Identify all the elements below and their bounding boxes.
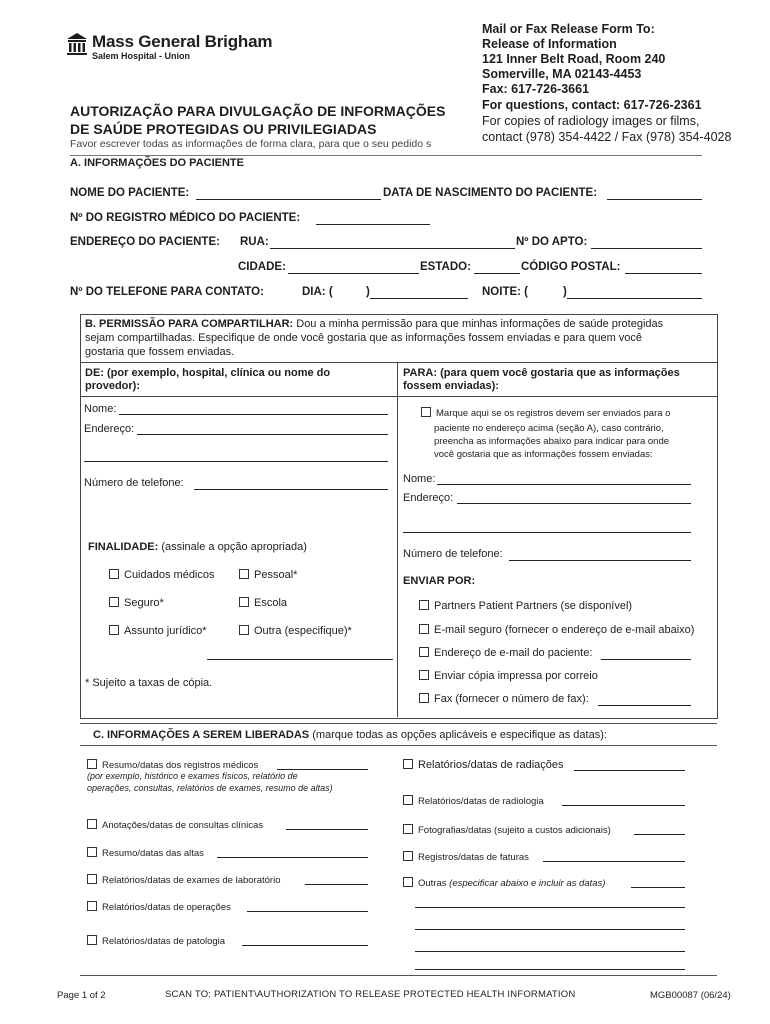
- patient-email-field[interactable]: [601, 659, 691, 660]
- apt-label: Nº DO APTO:: [516, 236, 588, 248]
- others-field[interactable]: [415, 969, 685, 970]
- night-close: ): [563, 286, 567, 298]
- checkbox[interactable]: [87, 874, 97, 884]
- from-address-field[interactable]: [137, 434, 388, 435]
- patient-name-label: NOME DO PACIENTE:: [70, 187, 190, 199]
- option-label: Partners Patient Partners (se disponível): [434, 600, 633, 612]
- dob-field[interactable]: [607, 199, 702, 200]
- logo-sub: Salem Hospital - Union: [92, 51, 191, 61]
- street-field[interactable]: [270, 248, 515, 249]
- release-option[interactable]: [403, 795, 544, 807]
- city-field[interactable]: [288, 273, 419, 274]
- checkbox[interactable]: [419, 624, 429, 634]
- checkbox[interactable]: [419, 647, 429, 657]
- apt-field[interactable]: [591, 248, 702, 249]
- option-label: Outras: [418, 878, 447, 889]
- option-label: Relatórios/datas de exames de laboratório: [102, 875, 281, 886]
- release-option[interactable]: [87, 901, 231, 913]
- option-label: Pessoal*: [254, 569, 298, 581]
- purpose-other-field[interactable]: [207, 659, 393, 660]
- section-c-hint: (marque todas as opções aplicáveis e especifique as datas):: [309, 729, 607, 741]
- send-option[interactable]: [419, 647, 592, 659]
- checkbox[interactable]: [419, 600, 429, 610]
- release-option[interactable]: [87, 847, 204, 859]
- others-note: (especificar abaixo e incluir as datas): [449, 878, 606, 889]
- day-close: ): [366, 286, 370, 298]
- send-option[interactable]: [419, 693, 589, 705]
- contact-line: For questions, contact: 617-726-2361: [482, 98, 702, 112]
- option-label: Fax (fornecer o número de fax):: [434, 693, 589, 705]
- to-title: fossem enviadas):: [403, 380, 499, 392]
- dob-label: DATA DE NASCIMENTO DO PACIENTE:: [383, 187, 598, 199]
- from-name-field[interactable]: [119, 414, 388, 415]
- release-date-field[interactable]: [217, 857, 368, 858]
- option-label: Endereço de e-mail do paciente:: [434, 647, 593, 659]
- checkbox[interactable]: [87, 847, 97, 857]
- zip-field[interactable]: [625, 273, 702, 274]
- purpose-option[interactable]: [109, 625, 207, 637]
- state-label: ESTADO:: [420, 261, 471, 273]
- city-label: CIDADE:: [238, 261, 286, 273]
- option-label: Assunto jurídico*: [124, 625, 207, 637]
- option-label: Enviar cópia impressa por correio: [434, 670, 598, 682]
- patient-name-field[interactable]: [196, 199, 381, 200]
- option-label: E-mail seguro (fornecer o endereço de e-mail abaixo): [434, 624, 695, 636]
- contact-line: Somerville, MA 02143-4453: [482, 67, 642, 81]
- section-b-text: sejam compartilhadas. Especifique de onde você gostaria que as informações fossem enviadas e para quem você: [85, 332, 643, 344]
- address-label: ENDEREÇO DO PACIENTE:: [70, 236, 220, 248]
- mrn-field[interactable]: [316, 224, 430, 225]
- form-title: AUTORIZAÇÃO PARA DIVULGAÇÃO DE INFORMAÇÕES: [70, 103, 446, 119]
- checkbox[interactable]: [421, 407, 431, 417]
- contact-line: For copies of radiology images or films,: [482, 114, 700, 128]
- purpose-title: FINALIDADE:: [88, 541, 159, 553]
- option-label: Resumo/datas dos registros médicos: [102, 760, 259, 771]
- to-phone-field[interactable]: [509, 560, 691, 561]
- release-date-field[interactable]: [562, 805, 685, 806]
- to-name-field[interactable]: [437, 484, 691, 485]
- purpose-option[interactable]: [239, 625, 352, 637]
- others-field[interactable]: [415, 951, 685, 952]
- contact-line: contact (978) 354-4422 / Fax (978) 354-4028: [482, 130, 732, 144]
- copy-fee-note: * Sujeito a taxas de cópia.: [85, 677, 213, 689]
- release-option[interactable]: [403, 877, 605, 889]
- from-phone-label: Número de telefone:: [84, 477, 184, 489]
- checkbox[interactable]: [403, 851, 413, 861]
- from-name-label: Nome:: [84, 403, 117, 415]
- purpose-option[interactable]: [109, 569, 215, 581]
- option-label: Anotações/datas de consultas clínicas: [102, 820, 264, 831]
- section-b-header: [85, 318, 663, 330]
- state-field[interactable]: [474, 273, 520, 274]
- form-title: DE SAÚDE PROTEGIDAS OU PRIVILEGIADAS: [70, 121, 377, 137]
- night-label: NOITE: (: [482, 286, 528, 298]
- release-date-field[interactable]: [305, 884, 368, 885]
- to-address-label: Endereço:: [403, 492, 454, 504]
- others-field[interactable]: [415, 907, 685, 908]
- release-date-field[interactable]: [574, 770, 685, 771]
- fax-number-field[interactable]: [598, 705, 691, 706]
- page-number: Page 1 of 2: [57, 990, 106, 1001]
- to-name-label: Nome:: [403, 473, 436, 485]
- phone-label: Nº DO TELEFONE PARA CONTATO:: [70, 286, 264, 298]
- release-option[interactable]: [87, 935, 225, 947]
- contact-line: Release of Information: [482, 37, 617, 51]
- purpose-option[interactable]: [239, 569, 297, 581]
- to-phone-label: Número de telefone:: [403, 548, 503, 560]
- checkbox[interactable]: [109, 597, 119, 607]
- option-label: Relatórios/datas de radiações: [418, 759, 564, 771]
- from-title: provedor):: [85, 380, 140, 392]
- checkbox[interactable]: [239, 597, 249, 607]
- release-option[interactable]: [403, 759, 564, 771]
- checkbox[interactable]: [109, 625, 119, 635]
- logo-name: Mass General Brigham: [92, 32, 273, 51]
- checkbox[interactable]: [87, 901, 97, 911]
- option-label: Cuidados médicos: [124, 569, 215, 581]
- contact-line: Fax: 617-726-3661: [482, 82, 590, 96]
- mrn-label: Nº DO REGISTRO MÉDICO DO PACIENTE:: [70, 212, 301, 224]
- release-date-field[interactable]: [634, 834, 685, 835]
- checkbox[interactable]: [239, 569, 249, 579]
- purpose-hint: (assinale a opção apropriada): [158, 541, 307, 553]
- release-date-field[interactable]: [286, 829, 368, 830]
- option-label: Relatórios/datas de patologia: [102, 936, 226, 947]
- release-date-field[interactable]: [242, 945, 368, 946]
- section-b-text: Dou a minha permissão para que minhas informações de saúde protegidas: [293, 318, 664, 330]
- to-title: PARA: (para quem você gostaria que as informações: [403, 367, 680, 379]
- option-label: Relatórios/datas de radiologia: [418, 796, 544, 807]
- option-label: Marque aqui se os registros devem ser enviados para o: [436, 408, 671, 419]
- checkbox[interactable]: [87, 935, 97, 945]
- send-option[interactable]: [419, 670, 598, 682]
- release-option[interactable]: [403, 824, 611, 836]
- checkbox[interactable]: [419, 670, 429, 680]
- release-option[interactable]: [403, 851, 529, 863]
- option-label: Registros/datas de faturas: [418, 852, 529, 863]
- release-note: (por exemplo, histórico e exames físicos, relatório de: [87, 771, 298, 781]
- checkbox[interactable]: [403, 795, 413, 805]
- from-address-label: Endereço:: [84, 423, 135, 435]
- checkbox[interactable]: [87, 759, 97, 769]
- to-patient-option[interactable]: [421, 407, 670, 419]
- checkbox[interactable]: [239, 625, 249, 635]
- option-label: Relatórios/datas de operações: [102, 902, 231, 913]
- to-address-field-2[interactable]: [403, 532, 691, 533]
- contact-line: Mail or Fax Release Form To:: [482, 22, 655, 36]
- to-address-field[interactable]: [457, 503, 691, 504]
- to-check-text: paciente no endereço acima (seção A), caso contrário,: [434, 423, 664, 434]
- from-title: DE: (por exemplo, hospital, clínica ou nome do: [85, 367, 331, 379]
- section-a-title: A. INFORMAÇÕES DO PACIENTE: [70, 157, 244, 169]
- section-b-text: gostaria que fossem enviadas.: [85, 346, 235, 358]
- release-date-field[interactable]: [631, 887, 685, 888]
- option-label: Outra (especifique)*: [254, 625, 352, 637]
- option-label: Fotografias/datas (sujeito a custos adicionais): [418, 825, 611, 836]
- day-label: DIA: (: [302, 286, 333, 298]
- night-phone-field[interactable]: [567, 298, 702, 299]
- release-option[interactable]: [87, 759, 258, 771]
- scan-instruction: SCAN TO: PATIENT\AUTHORIZATION TO RELEASE PROTECTED HEALTH INFORMATION: [165, 989, 576, 1000]
- release-date-field[interactable]: [277, 769, 368, 770]
- to-check-text: preencha as informações abaixo para indicar para onde: [434, 436, 670, 447]
- checkbox[interactable]: [87, 819, 97, 829]
- option-label: Resumo/datas das altas: [102, 848, 204, 859]
- release-note: operações, consultas, relatórios de exames, resumo de altas): [87, 783, 333, 793]
- purpose-header: [88, 541, 307, 553]
- release-date-field[interactable]: [543, 861, 685, 862]
- street-label: RUA:: [240, 236, 269, 248]
- send-by-title: ENVIAR POR:: [403, 575, 476, 587]
- zip-label: CÓDIGO POSTAL:: [521, 261, 621, 273]
- day-phone-field[interactable]: [370, 298, 468, 299]
- checkbox[interactable]: [403, 877, 413, 887]
- checkbox[interactable]: [403, 759, 413, 769]
- section-c-title: C. INFORMAÇÕES A SEREM LIBERADAS: [93, 729, 310, 741]
- section-b-title: B. PERMISSÃO PARA COMPARTILHAR:: [85, 318, 294, 330]
- release-date-field[interactable]: [247, 911, 368, 912]
- purpose-option[interactable]: [109, 597, 164, 609]
- contact-line: 121 Inner Belt Road, Room 240: [482, 52, 666, 66]
- form-subtitle: Favor escrever todas as informações de forma clara, para que o seu pedido s: [70, 138, 432, 150]
- release-option[interactable]: [87, 874, 281, 886]
- option-label: Escola: [254, 597, 288, 609]
- checkbox[interactable]: [419, 693, 429, 703]
- checkbox[interactable]: [109, 569, 119, 579]
- to-check-text: você gostaria que as informações fossem enviadas:: [434, 449, 653, 460]
- building-icon: [67, 33, 87, 57]
- others-field[interactable]: [415, 929, 685, 930]
- checkbox[interactable]: [403, 824, 413, 834]
- option-label: Seguro*: [124, 597, 164, 609]
- from-address-field-2[interactable]: [84, 461, 388, 462]
- release-option[interactable]: [87, 819, 263, 831]
- form-code: MGB00087 (06/24): [650, 990, 731, 1001]
- send-option[interactable]: [419, 624, 694, 636]
- section-c-header: [93, 729, 607, 741]
- send-option[interactable]: [419, 600, 632, 612]
- purpose-option[interactable]: [239, 597, 287, 609]
- from-phone-field[interactable]: [194, 489, 388, 490]
